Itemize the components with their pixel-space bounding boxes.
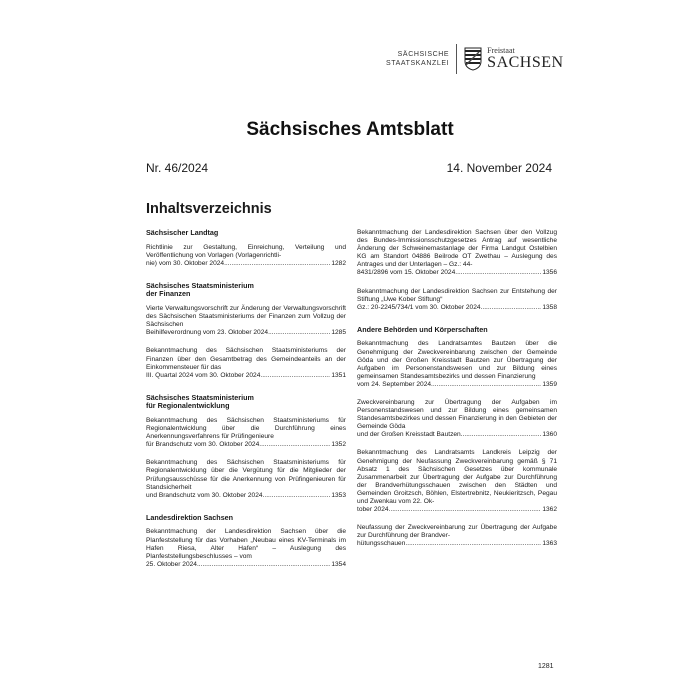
toc-entry-text: Richtlinie zur Gestaltung, Einreichung, Verteilung und Veröffentlichung von Vorlagen (Vorlagenrichtli- [146, 243, 346, 259]
toc-entry-text: Bekanntmachung des Sächsischen Staatsministeriums der Finanzen über den Gesamtbetrag des Gemeindeanteils an der Einkommensteuer für das [146, 347, 346, 371]
issue-date: 14. November 2024 [446, 161, 552, 175]
toc-section-heading: Sächsisches Staatsministerium der Finanzen [146, 280, 254, 299]
kanzlei-line1: SÄCHSISCHE [397, 51, 450, 58]
toc-entry[interactable] [146, 528, 346, 568]
header-logo [386, 44, 564, 74]
toc-entry-last-line [146, 561, 346, 569]
toc-entry-page: 1282 [331, 259, 346, 267]
toc-entry-text: Zweckvereinbarung zur Übertragung der Aufgaben im Personenstandswesen und zur Bildung eines gemeinsamen Standesamtsbezirkes und dessen Finanzierung in den Gebieten der Gemeinde Göda [357, 399, 557, 431]
toc-section-heading: Sächsisches Staatsministerium für Regionalentwicklung [146, 392, 254, 411]
toc-entry[interactable] [357, 449, 557, 514]
toc-entry-last-text: 25. Oktober 2024 [146, 560, 197, 568]
toc-entry-last-text: und der Großen Kreisstadt Bautzen [357, 431, 461, 439]
toc-entry[interactable] [357, 288, 557, 312]
toc-left-column [146, 229, 346, 583]
toc-entry-text: Bekanntmachung des Sächsischen Staatsministeriums für Regionalentwicklung über die Vergütung für die Mitglieder der Prüfungsausschüsse für die Anerkennung von Prüfingenieuren für Standsicherheit [146, 459, 346, 491]
toc-entry-text: Bekanntmachung der Landesdirektion Sachsen über die Planfeststellung für das Vorhaben „Neubau eines KV-Terminals im Hafen Riesa, Alter Hafen“ – Auslegung des Planfeststellungsbeschlusses – vom [146, 528, 346, 560]
toc-entry-page: 1358 [542, 303, 557, 311]
toc-entry-page: 1354 [331, 560, 346, 568]
toc-entry-text: Neufassung der Zweckvereinbarung zur Übertragung der Aufgabe zur Durchführung der Brandver- [357, 524, 557, 540]
freistaat-sachsen-wordmark [487, 47, 563, 71]
toc-entry[interactable] [146, 244, 346, 268]
toc-entry-text: Bekanntmachung des Sächsischen Staatsministeriums für Regionalentwicklung über die Durchführung eines Anerkennungsverfahrens für Prüfingenieure [146, 417, 346, 441]
toc-entry-last-line [357, 269, 557, 277]
section-gap [357, 559, 557, 563]
toc-entry-last-text: hütungsschauen [357, 540, 406, 548]
toc-entry-text: Bekanntmachung des Landratsamtes Bautzen über die Genehmigung der Zweckvereinbarung zwischen der Gemeinde Göda und der Großen Kreisstadt Bautzen zur Übertragung der Aufgaben im Personenstandswesen und zur Bildung eines gemeinsamen Standesamtsbezirks und dessen Finanzierung [357, 340, 557, 380]
dot-leader [197, 561, 330, 569]
toc-entry[interactable] [146, 305, 346, 337]
staatskanzlei-wordmark [386, 50, 449, 68]
toc-entry-last-line [357, 540, 557, 548]
dot-leader [461, 431, 542, 439]
toc-entry[interactable] [146, 417, 346, 449]
toc-entry-text: Bekanntmachung der Landesdirektion Sachsen über den Vollzug des Bundes-Immissionsschutzgesetzes Antrag auf wesentliche Änderung der Schweinemastanlage der Firma Landgut Ostelbien KG am Standort 04886 Beilrode OT Zwethau – Auslegung des Antrages und der Unterlagen – Gz.: 44- [357, 229, 557, 269]
toc-section-heading: Landesdirektion Sachsen [146, 512, 234, 522]
logo-divider [456, 44, 457, 74]
toc-entry-page: 1362 [542, 506, 557, 514]
kanzlei-line2: STAATSKANZLEI [386, 60, 450, 67]
toc-entry-last-line [146, 329, 346, 337]
toc-entry[interactable] [357, 399, 557, 439]
toc-heading: Inhaltsverzeichnis [146, 201, 272, 217]
toc-entry-page: 1356 [542, 269, 557, 277]
toc-entry-page: 1285 [331, 329, 346, 337]
toc-entry-text: Bekanntmachung der Landesdirektion Sachsen zur Entstehung der Stiftung „Uwe Kober Stiftung“ [357, 287, 557, 303]
freistaat-label: Freistaat [487, 46, 515, 55]
sachsen-label: SACHSEN [487, 54, 564, 71]
page-number: 1281 [538, 663, 554, 670]
toc-entry-page: 1360 [542, 431, 557, 439]
dot-leader [263, 492, 331, 500]
toc-section-heading: Sächsischer Landtag [146, 228, 219, 237]
toc-entry[interactable] [357, 340, 557, 389]
toc-entry-page: 1363 [542, 540, 557, 548]
dot-leader [224, 260, 330, 268]
section-gap [146, 579, 346, 583]
dot-leader [481, 304, 542, 312]
toc-entry[interactable] [357, 524, 557, 548]
document-title: Sächsisches Amtsblatt [246, 119, 454, 140]
toc-entry-last-text: III. Quartal 2024 vom 30. Oktober 2024 [146, 371, 261, 379]
toc-section-heading: Andere Behörden und Körperschaften [357, 324, 488, 334]
toc-entry-last-text: vom 24. September 2024 [357, 380, 432, 388]
toc-entry-text: Vierte Verwaltungsvorschrift zur Änderung der Verwaltungsvorschrift des Sächsischen Staatsministeriums der Finanzen zum Vollzug der Sächsischen [146, 305, 346, 329]
toc-entry[interactable] [146, 347, 346, 379]
dot-leader [268, 329, 330, 337]
toc-entry-last-line [357, 506, 557, 514]
toc-entry-last-line [357, 381, 557, 389]
toc-entry[interactable] [357, 229, 557, 278]
toc-entry-last-text: für Brandschutz vom 30. Oktober 2024 [146, 441, 260, 449]
toc-entry-text: Bekanntmachung des Landratsamts Landkreis Leipzig der Genehmigung der Neufassung Zweckvereinbarung gemäß § 71 Absatz 1 des Sächsischen Gesetzes über kommunale Zusammenarbeit zur Übertragung der Aufgabe zur Durchführung der Brandverhütungsschauen zwischen den Städten und Gemeinden Groitzsch, Böhlen, Elstertrebnitz, Neukieritzsch, Pegau und Zwenkau vom 22. Ok- [357, 449, 557, 506]
issue-number: Nr. 46/2024 [146, 161, 209, 175]
toc-entry-last-line [357, 304, 557, 312]
dot-leader [389, 506, 542, 514]
toc-entry-last-text: nie) vom 30. Oktober 2024 [146, 259, 225, 267]
toc-entry-page: 1351 [331, 371, 346, 379]
toc-entry-last-text: 8431/2896 vom 15. Oktober 2024 [357, 269, 456, 277]
toc-entry-page: 1353 [331, 491, 346, 499]
toc-entry-page: 1359 [542, 380, 557, 388]
dot-leader [431, 381, 541, 389]
toc-entry-page: 1352 [331, 441, 346, 449]
toc-entry-last-line [146, 260, 346, 268]
toc-right-column [357, 229, 557, 563]
toc-entry-last-text: tober 2024 [357, 506, 389, 514]
toc-entry-last-line [146, 492, 346, 500]
dot-leader [259, 441, 330, 449]
saxony-coat-of-arms-icon [464, 47, 482, 71]
dot-leader [455, 269, 541, 277]
dot-leader [260, 372, 330, 380]
toc-entry[interactable] [146, 459, 346, 499]
toc-entry-last-line [146, 372, 346, 380]
toc-entry-last-text: und Brandschutz vom 30. Oktober 2024 [146, 491, 263, 499]
toc-entry-last-line [357, 431, 557, 439]
toc-entry-last-text: Beihilfeverordnung vom 23. Oktober 2024 [146, 329, 269, 337]
toc-entry-last-text: Gz.: 20-2245/734/1 vom 30. Oktober 2024 [357, 303, 481, 311]
dot-leader [405, 540, 541, 548]
toc-entry-last-line [146, 441, 346, 449]
